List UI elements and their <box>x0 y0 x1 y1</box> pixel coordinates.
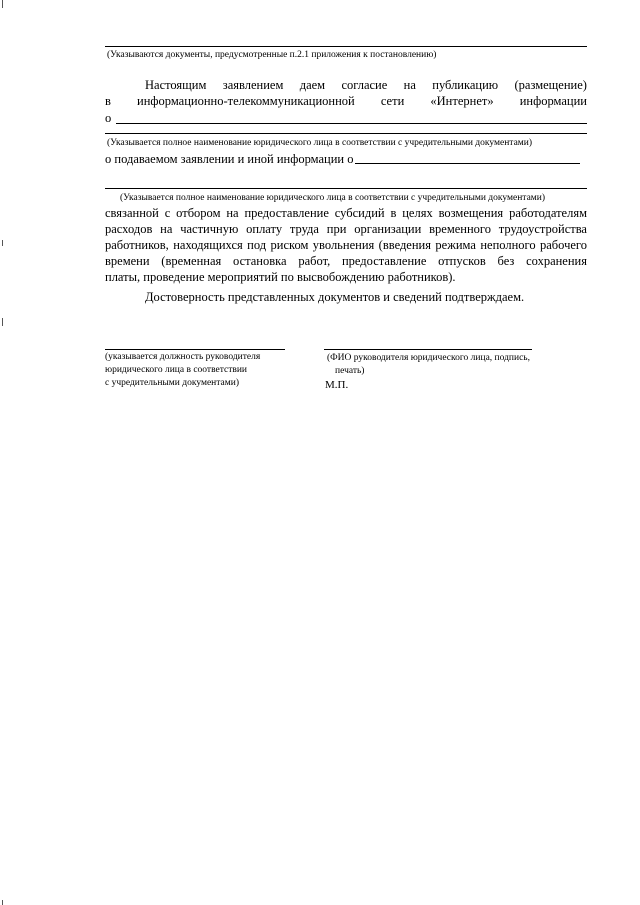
internet-word: информации <box>519 94 587 108</box>
legal-name-fill-line-1 <box>105 133 587 134</box>
legal-name-note-1: (Указывается полное наименование юридического лица в соответствии с учредительными документами) <box>107 138 533 148</box>
internet-word: информационно-телекоммуникационной <box>137 94 355 108</box>
prefix-o: о <box>105 111 112 125</box>
name-note-line: (ФИО руководителя юридического лица, подпись, <box>327 353 531 363</box>
scan-margin-mark <box>2 0 3 8</box>
consent-line <box>145 77 587 93</box>
paragraph-line: расходов на частичную оплату труда при организации временного трудоустройства <box>105 222 587 236</box>
internet-word: в <box>105 94 111 108</box>
submitted-info-text: о подаваемом заявлении и иной информации о <box>105 152 354 166</box>
legal-name-fill-line-2 <box>105 188 587 189</box>
name-signature-line <box>324 349 532 350</box>
position-signature-line <box>105 349 285 350</box>
internet-word: сети <box>380 94 405 108</box>
stamp-place: М.П. <box>325 379 349 391</box>
internet-word: «Интернет» <box>430 94 494 108</box>
confirmation-text: Достоверность представленных документов и сведений подтверждаем. <box>145 290 525 304</box>
consent-word: даем <box>299 78 326 92</box>
paragraph-line: работников, находящихся под риском увольнения (введения режима неполного рабочего <box>105 238 587 252</box>
position-note-line: с учредительными документами) <box>105 378 240 388</box>
consent-word: заявлением <box>222 78 284 92</box>
name-note-line: печать) <box>335 366 365 376</box>
documents-fill-line <box>105 46 587 47</box>
info-fill-line <box>116 123 587 124</box>
documents-note: (Указываются документы, предусмотренные п.2.1 приложения к постановлению) <box>107 50 437 60</box>
scan-margin-mark <box>2 318 3 326</box>
purpose-paragraph <box>105 205 587 285</box>
consent-word: публикацию <box>432 78 499 92</box>
paragraph-line: платы, проведение мероприятий по высвобождению работников). <box>105 270 456 284</box>
submitted-info-fill-line <box>355 163 580 164</box>
scan-margin-mark <box>2 240 3 246</box>
consent-word: (размещение) <box>514 78 587 92</box>
consent-word: Настоящим <box>145 78 207 92</box>
paragraph-line: связанной с отбором на предоставление субсидий в целях возмещения работодателям <box>105 206 587 220</box>
consent-word: на <box>403 78 416 92</box>
internet-line <box>105 93 587 109</box>
consent-word: согласие <box>341 78 388 92</box>
position-note-line: (указывается должность руководителя <box>105 352 261 362</box>
legal-name-note-2: (Указывается полное наименование юридического лица в соответствии с учредительными документами) <box>120 193 546 203</box>
position-note-line: юридического лица в соответствии <box>105 365 248 375</box>
paragraph-line: времени (временная остановка работ, предоставление отпусков без сохранения <box>105 254 587 268</box>
scan-margin-mark <box>2 900 3 905</box>
